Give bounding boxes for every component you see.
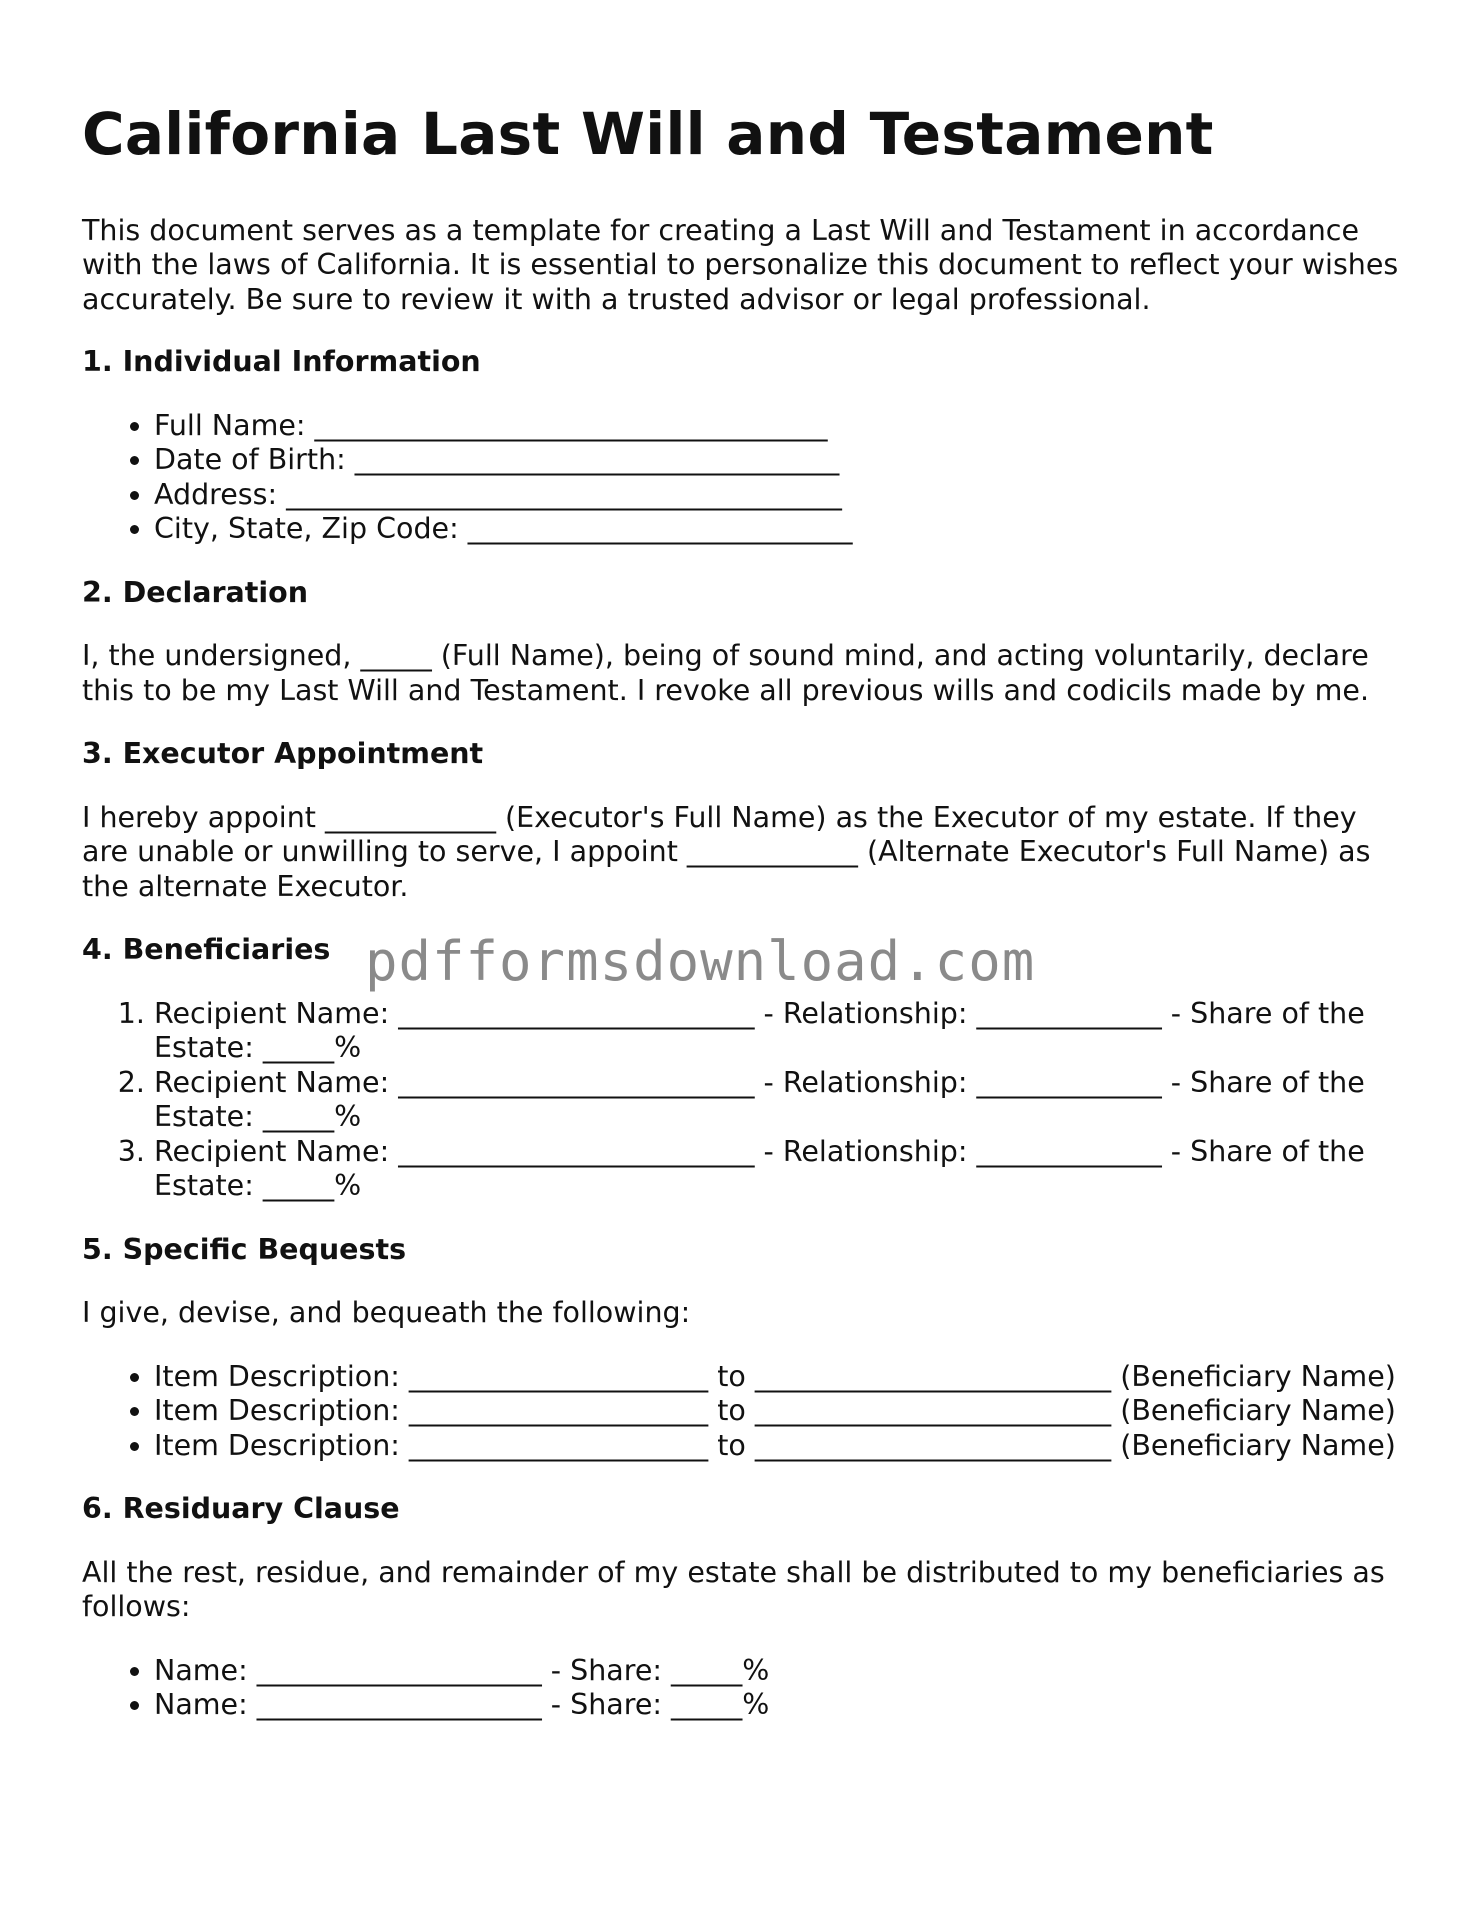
beneficiary-item: 1. Recipient Name: _________________________ - Relationship: _____________ - Share of the Estate: _____% bbox=[154, 997, 1402, 1066]
full-name-field: • Full Name: ____________________________________ bbox=[154, 409, 1402, 444]
document-page bbox=[82, 100, 1402, 1752]
document-title: California Last Will and Testament bbox=[82, 100, 1214, 168]
section-3-heading: 3. Executor Appointment bbox=[82, 737, 484, 771]
section-4-heading: 4. Beneficiaries bbox=[82, 933, 331, 967]
section-2-heading: 2. Declaration bbox=[82, 575, 309, 609]
section-6-heading: 6. Residuary Clause bbox=[82, 1492, 400, 1526]
declaration-paragraph: I, the undersigned, _____ (Full Name), being of sound mind, and acting voluntarily, declare this to be my Last Will and Testament. I revoke all previous wills and codicils made by me. bbox=[82, 639, 1370, 707]
bequest-item: • Item Description: _____________________ to _________________________ (Beneficiary Name) bbox=[154, 1429, 1402, 1464]
residuary-list bbox=[82, 1654, 1402, 1723]
date-of-birth-field: • Date of Birth: __________________________________ bbox=[154, 443, 1402, 478]
residuary-item: • Name: ____________________ - Share: _____% bbox=[154, 1654, 1402, 1689]
bequest-item: • Item Description: _____________________ to _________________________ (Beneficiary Name) bbox=[154, 1394, 1402, 1429]
beneficiary-item: 3. Recipient Name: _________________________ - Relationship: _____________ - Share of the Estate: _____% bbox=[154, 1135, 1402, 1204]
section-1-heading: 1. Individual Information bbox=[82, 345, 481, 379]
residuary-item: • Name: ____________________ - Share: _____% bbox=[154, 1688, 1402, 1723]
city-state-zip-field: • City, State, Zip Code: ___________________________ bbox=[154, 512, 1402, 547]
beneficiary-item: 2. Recipient Name: _________________________ - Relationship: _____________ - Share of the Estate: _____% bbox=[154, 1066, 1402, 1135]
bequest-item: • Item Description: _____________________ to _________________________ (Beneficiary Name) bbox=[154, 1360, 1402, 1395]
bequests-list bbox=[82, 1360, 1402, 1464]
bequests-paragraph: I give, devise, and bequeath the following: bbox=[82, 1296, 691, 1330]
address-field: • Address: _______________________________________ bbox=[154, 478, 1402, 513]
beneficiaries-list bbox=[82, 997, 1402, 1204]
executor-paragraph: I hereby appoint ____________ (Executor's Full Name) as the Executor of my estate. If they are unable or unwilling to serve, I appoint ____________ (Alternate Executor's Full Name) as the alternate Executor. bbox=[82, 800, 1371, 903]
intro-paragraph: This document serves as a template for creating a Last Will and Testament in accordance with the laws of California. It is essential to personalize this document to reflect your wishes accurately. Be sure to review it with a trusted advisor or legal professional. bbox=[82, 213, 1399, 316]
individual-info-list bbox=[82, 409, 1402, 547]
watermark: pdfformsdownload.com bbox=[365, 930, 1036, 993]
residuary-paragraph: All the rest, residue, and remainder of my estate shall be distributed to my beneficiaries as follows: bbox=[82, 1555, 1385, 1624]
section-5-heading: 5. Specific Bequests bbox=[82, 1232, 407, 1266]
